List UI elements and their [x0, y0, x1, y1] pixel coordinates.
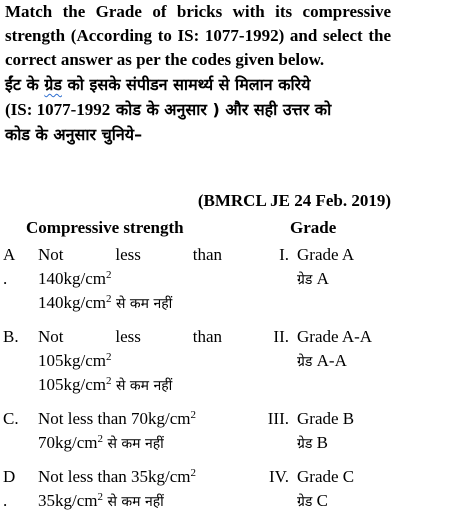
superscript: 2: [190, 467, 197, 479]
grade-hindi-word: ग्रेड: [297, 494, 313, 510]
strength-english-value: [38, 267, 222, 291]
question-hindi-line-1: [5, 72, 391, 97]
word: Not: [38, 245, 64, 264]
strength-hindi: [38, 489, 222, 514]
grade-hindi-word: ग्रेड: [297, 272, 313, 288]
question-hindi-line-2-text: कोड के अनुसार ) और सही उत्तर को: [110, 100, 332, 119]
hindi-suffix: से कम नहीं: [111, 296, 173, 312]
question-hindi-line-3: कोड के अनुसार चुनिये–: [5, 125, 143, 144]
strength-hindi: [38, 291, 222, 316]
row-label-dot: .: [3, 269, 8, 288]
spellcheck-underlined-word: ग्रेड: [44, 75, 62, 94]
grade-item: [297, 325, 467, 374]
word: Not: [38, 327, 64, 346]
word: less: [115, 327, 141, 346]
strength-english: [38, 407, 222, 431]
grade-item: [297, 465, 467, 514]
grade-item: [297, 407, 467, 456]
column-header-compressive-strength: Compressive strength: [26, 218, 184, 237]
word: than: [192, 327, 222, 346]
strength-english: [38, 465, 222, 489]
strength-value: 35kg/cm: [38, 491, 98, 510]
row-label-letter: A: [3, 245, 16, 264]
superscript: 2: [106, 351, 112, 363]
hindi-suffix: से कम नहीं: [103, 436, 164, 452]
grade-english: Grade C: [297, 467, 355, 486]
question-english: Match the Grade of bricks with its compressive strength (According to IS: 1077-1992) and select the correct answer as per the codes given below.: [5, 2, 391, 69]
grade-item: [297, 243, 467, 292]
row-label: [3, 243, 25, 291]
grade-english: Grade A: [297, 245, 355, 264]
strength-value: 140kg/cm: [38, 293, 106, 312]
strength-hindi: [38, 431, 222, 456]
grade-hindi-letter: B: [312, 433, 328, 452]
question-hindi-line-2: [5, 97, 391, 122]
strength-hindi: [38, 373, 222, 398]
grade-hindi-letter: A-A: [312, 351, 347, 370]
question-hindi-code-ref: (IS: 1077-1992: [5, 100, 111, 119]
hindi-suffix: से कम नहीं: [103, 494, 164, 510]
superscript: 2: [97, 433, 103, 445]
column-header-grade: Grade: [290, 218, 337, 237]
superscript: 2: [190, 409, 197, 421]
grade-numeral: I.: [279, 245, 289, 264]
strength-text: Not less than 35kg/cm: [38, 467, 191, 486]
row-label-letter: C.: [3, 409, 19, 428]
strength-value: 140kg/cm: [38, 269, 106, 288]
grade-numeral: II.: [273, 327, 289, 346]
strength-english-value: [38, 349, 222, 373]
strength-value: 105kg/cm: [38, 351, 106, 370]
superscript: 2: [106, 375, 112, 387]
grade-hindi: [297, 489, 467, 514]
strength-english-words: [38, 325, 222, 349]
word: than: [192, 245, 222, 264]
strength-english-words: [38, 243, 222, 267]
strength-value: 70kg/cm: [38, 433, 98, 452]
hindi-suffix: से कम नहीं: [111, 378, 173, 394]
row-label: [3, 407, 25, 431]
grade-hindi: [297, 267, 467, 292]
strength-value: 105kg/cm: [38, 375, 106, 394]
exam-source: (BMRCL JE 24 Feb. 2019): [197, 191, 391, 210]
superscript: 2: [106, 293, 112, 305]
grade-hindi: [297, 349, 467, 374]
row-label: [3, 465, 25, 513]
grade-english: Grade A-A: [297, 327, 373, 346]
compressive-strength-item: [38, 325, 222, 398]
strength-text: Not less than 70kg/cm: [38, 409, 191, 428]
question-block: [5, 0, 391, 147]
compressive-strength-item: [38, 465, 222, 514]
grade-numeral: IV.: [269, 467, 289, 486]
grade-hindi: [297, 431, 467, 456]
superscript: 2: [97, 491, 103, 503]
row-label: [3, 325, 25, 349]
word: less: [115, 245, 141, 264]
grade-hindi-word: ग्रेड: [297, 354, 313, 370]
row-label-dot: .: [3, 491, 8, 510]
grade-hindi-word: ग्रेड: [297, 436, 313, 452]
compressive-strength-item: [38, 243, 222, 316]
superscript: 2: [106, 269, 112, 281]
row-label-letter: B.: [3, 327, 19, 346]
grade-hindi-letter: A: [312, 269, 329, 288]
grade-hindi-letter: C: [312, 491, 328, 510]
row-label-letter: D: [3, 467, 16, 486]
question-hindi-line-1-text: ईंट के ग्रेड को इसके संपीडन सामर्थ्य से मिलान करिये: [5, 75, 311, 94]
compressive-strength-item: [38, 407, 222, 456]
grade-numeral: III.: [267, 409, 289, 428]
grade-english: Grade B: [297, 409, 355, 428]
